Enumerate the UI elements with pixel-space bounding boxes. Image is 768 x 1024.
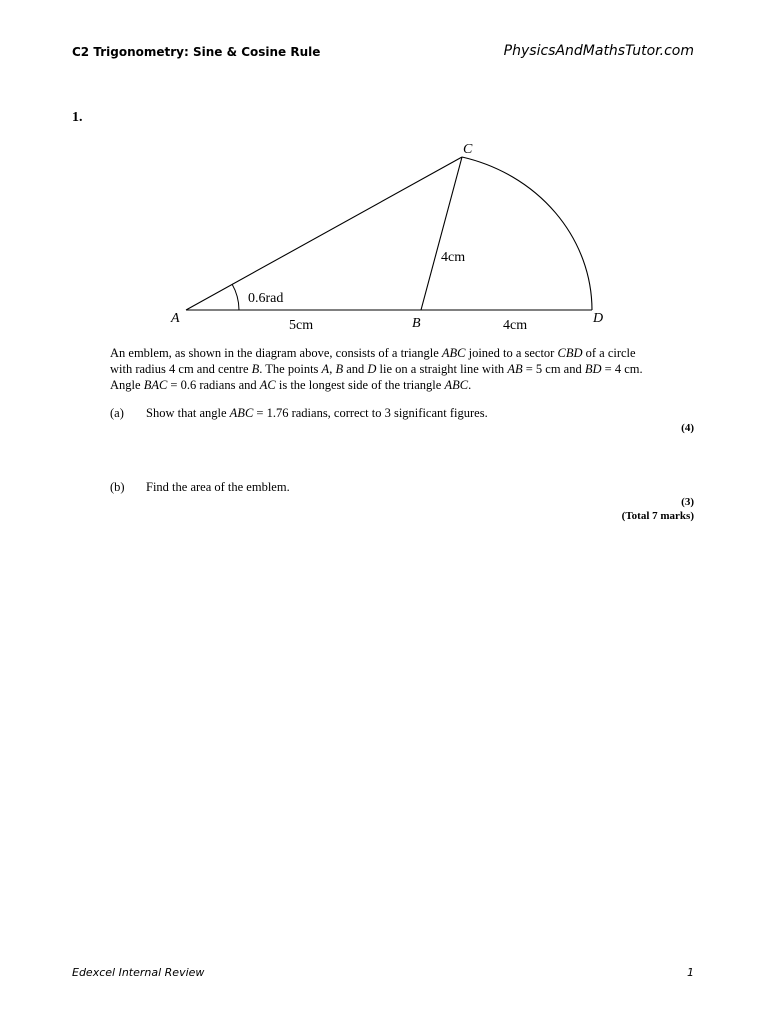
label-length-bd: 4cm (503, 318, 528, 333)
label-length-bc: 4cm (441, 250, 466, 265)
part-a-label: (a) (110, 406, 124, 420)
label-point-a: A (171, 311, 180, 326)
question-intro: An emblem, as shown in the diagram above, consists of a triangle ABC joined to a sector CBD of a circle with radius 4 cm and centre B. The points A, B and D lie on a straight line with AB = 5 cm and BD = 4 cm. Angle BAC = 0.6 radians and AC is the longest side of the triangle ABC. (110, 346, 643, 392)
line-bc (421, 157, 462, 310)
part-a-marks: (4) (681, 422, 694, 434)
header-site: PhysicsAndMathsTutor.com (503, 43, 694, 59)
angle-arc-a (232, 284, 239, 310)
part-a-text: Show that angle ABC = 1.76 radians, correct to 3 significant figures. (146, 406, 488, 420)
part-b-text: Find the area of the emblem. (146, 480, 290, 494)
part-a (110, 406, 670, 422)
label-point-b: B (412, 316, 421, 331)
part-b-marks: (3) (681, 496, 694, 508)
label-angle-a: 0.6rad (248, 291, 284, 306)
label-point-d: D (593, 311, 604, 326)
part-b (110, 480, 670, 496)
page-number: 1 (687, 966, 694, 979)
arc-cd (462, 157, 592, 310)
label-point-c: C (463, 142, 473, 157)
header-title: C2 Trigonometry: Sine & Cosine Rule (72, 45, 321, 59)
part-b-label: (b) (110, 480, 125, 494)
label-length-ab: 5cm (289, 318, 314, 333)
footer-source: Edexcel Internal Review (72, 966, 205, 979)
emblem-diagram (0, 0, 768, 345)
question-number: 1. (72, 110, 83, 125)
total-marks: (Total 7 marks) (621, 510, 694, 522)
line-ac (186, 157, 462, 310)
